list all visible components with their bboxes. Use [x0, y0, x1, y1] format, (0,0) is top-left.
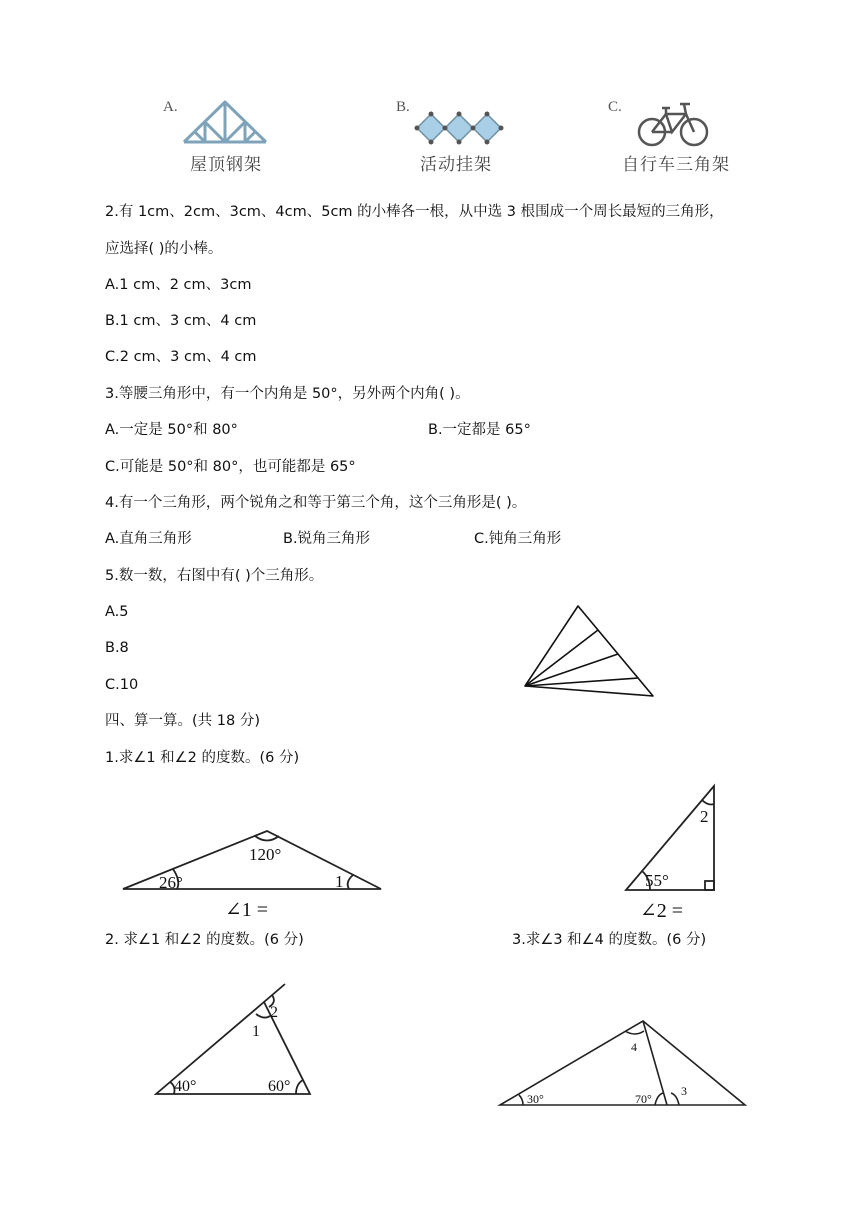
fig3-left-angle: 40°: [174, 1078, 197, 1095]
fig4-left-angle: 30°: [527, 1092, 544, 1106]
q3-option-c: C.可能是 50°和 80°，也可能都是 65°: [105, 459, 356, 475]
section4-problem3: 3.求∠3 和∠4 的度数。(6 分): [512, 932, 707, 948]
q5-option-b: B.8: [105, 640, 129, 656]
section4-heading: 四、算一算。(共 18 分): [105, 713, 260, 729]
q5-option-c: C.10: [105, 677, 139, 693]
exterior-angle-triangle-figure: [150, 980, 315, 1100]
fig1-top-angle: 120°: [249, 845, 282, 864]
fig1-left-angle: 26°: [159, 873, 183, 892]
figure-b-caption: 活动挂架: [420, 155, 492, 175]
folding-rack-image: [413, 110, 505, 146]
fig1-right-label: 1: [335, 872, 344, 891]
fig3-label-2: 2: [270, 1004, 278, 1021]
figure-a-caption: 屋顶钢架: [190, 155, 262, 175]
q2-option-c: C.2 cm、3 cm、4 cm: [105, 349, 257, 365]
q5-stem: 5.数一数，右图中有( )个三角形。: [105, 568, 324, 584]
roof-truss-image: [180, 96, 270, 148]
section4-problem2: 2. 求∠1 和∠2 的度数。(6 分): [105, 932, 304, 948]
q5-option-a: A.5: [105, 604, 129, 620]
q2-stem-line2: 应选择( )的小棒。: [105, 241, 223, 257]
fig4-label-4: 4: [631, 1040, 637, 1054]
q4-option-a: A.直角三角形: [105, 531, 192, 547]
q4-option-b: B.锐角三角形: [283, 531, 371, 547]
q2-option-a: A.1 cm、2 cm、3cm: [105, 277, 252, 293]
triangle-count-figure: [515, 600, 660, 702]
obtuse-triangle-figure: [115, 825, 390, 925]
fig3-right-angle: 60°: [268, 1078, 291, 1095]
q3-option-a: A.一定是 50°和 80°: [105, 422, 238, 438]
fig1-answer: ∠1 =: [225, 899, 269, 921]
fig2-top-label: 2: [700, 807, 709, 826]
q3-stem: 3.等腰三角形中，有一个内角是 50°，另外两个内角( )。: [105, 386, 470, 402]
figure-c-letter: C.: [608, 99, 622, 115]
q3-option-b: B.一定都是 65°: [428, 422, 531, 438]
cevian-triangle-figure: [495, 1015, 750, 1110]
fig4-mid-angle: 70°: [635, 1092, 652, 1106]
fig2-answer: ∠2 =: [640, 900, 684, 922]
q4-option-c: C.钝角三角形: [474, 531, 562, 547]
fig3-label-1: 1: [252, 1023, 260, 1040]
figure-a-letter: A.: [163, 99, 178, 115]
fig4-label-3: 3: [681, 1084, 687, 1098]
figure-b-letter: B.: [396, 99, 410, 115]
bicycle-image: [636, 100, 710, 148]
q2-stem-line1: 2.有 1cm、2cm、3cm、4cm、5cm 的小棒各一根，从中选 3 根围成一个周长最短的三角形，: [105, 204, 724, 220]
section4-problem1: 1.求∠1 和∠2 的度数。(6 分): [105, 750, 300, 766]
figure-c-caption: 自行车三角架: [622, 155, 730, 175]
q4-stem: 4.有一个三角形，两个锐角之和等于第三个角，这个三角形是( )。: [105, 495, 527, 511]
q2-option-b: B.1 cm、3 cm、4 cm: [105, 313, 257, 329]
right-triangle-figure: [620, 780, 720, 925]
fig2-bottom-angle: 55°: [645, 871, 669, 890]
